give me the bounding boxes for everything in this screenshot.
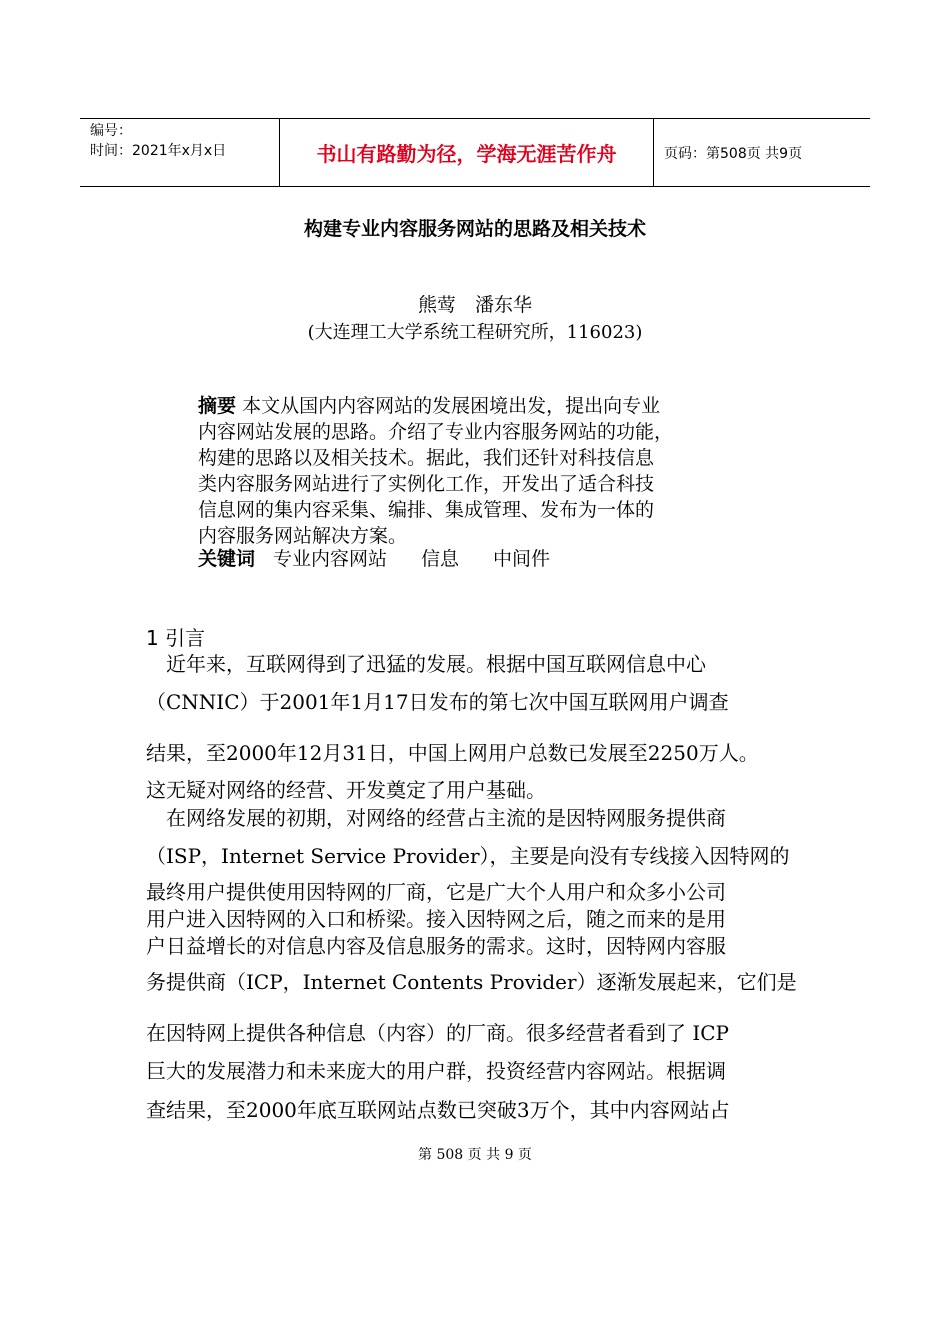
body-line: （CNNIC）于2001年1月17日发布的第七次中国互联网用户调查 <box>146 690 729 714</box>
header-motto: 书山有路勤为径，学海无涯苦作舟 <box>280 119 654 186</box>
keyword: 信息 <box>421 548 460 570</box>
abstract <box>198 393 758 549</box>
body-line: 在网络发展的初期，对网络的经营占主流的是因特网服务提供商 <box>146 806 726 830</box>
document-title: 构建专业内容服务网站的思路及相关技术 <box>303 218 646 240</box>
abstract-line: 内容网站发展的思路。介绍了专业内容服务网站的功能， <box>198 421 674 443</box>
abstract-line: 摘要 本文从国内内容网站的发展困境出发，提出向专业 <box>198 395 661 417</box>
abstract-line: 类内容服务网站进行了实例化工作，开发出了适合科技 <box>198 473 655 495</box>
body-line: 在因特网上提供各种信息（内容）的厂商。很多经营者看到了 ICP <box>146 1021 730 1045</box>
abstract-line: 信息网的集内容采集、编排、集成管理、发布为一体的 <box>198 499 655 521</box>
body-line: （ISP，Internet Service Provider），主要是向没有专线接入因特网的 <box>146 844 790 868</box>
authors: 熊莺 潘东华 <box>417 294 532 316</box>
body-line: 近年来，互联网得到了迅猛的发展。根据中国互联网信息中心 <box>146 652 706 676</box>
body-line: 查结果，至2000年底互联网站点数已突破3万个，其中内容网站占 <box>146 1098 730 1122</box>
page-footer: 第 508 页 共 9 页 <box>418 1147 532 1163</box>
abstract-label: 摘要 <box>198 395 237 417</box>
document-number: 编号： <box>90 123 132 139</box>
body-line: 最终用户提供使用因特网的厂商，它是广大个人用户和众多小公司 <box>146 880 726 904</box>
keywords-label: 关键词 <box>198 548 256 570</box>
keyword: 中间件 <box>493 548 551 570</box>
body-line: 用户进入因特网的入口和桥梁。接入因特网之后，随之而来的是用 <box>146 907 726 931</box>
header-meta <box>80 119 280 186</box>
body-line: 巨大的发展潜力和未来庞大的用户群，投资经营内容网站。根据调 <box>146 1059 726 1083</box>
keyword: 专业内容网站 <box>273 548 388 570</box>
abstract-line: 内容服务网站解决方案。 <box>198 525 408 547</box>
section-heading: 1 引言 <box>146 626 206 650</box>
header-page-info: 页码：第508页 共9页 <box>664 145 803 162</box>
document-date: 时间：2021年x月x日 <box>90 143 227 159</box>
body-line: 户日益增长的对信息内容及信息服务的需求。这时，因特网内容服 <box>146 934 726 958</box>
body-line: 务提供商（ICP，Internet Contents Provider）逐渐发展起来，它们是 <box>146 970 797 994</box>
page-header <box>80 118 870 187</box>
body-line: 结果，至2000年12月31日，中国上网用户总数已发展至2250万人。 <box>146 741 759 765</box>
affiliation: (大连理工大学系统工程研究所，116023) <box>307 322 643 343</box>
keywords <box>198 544 550 571</box>
body-line: 这无疑对网络的经营、开发奠定了用户基础。 <box>146 778 546 802</box>
abstract-line: 构建的思路以及相关技术。据此，我们还针对科技信息 <box>198 447 655 469</box>
